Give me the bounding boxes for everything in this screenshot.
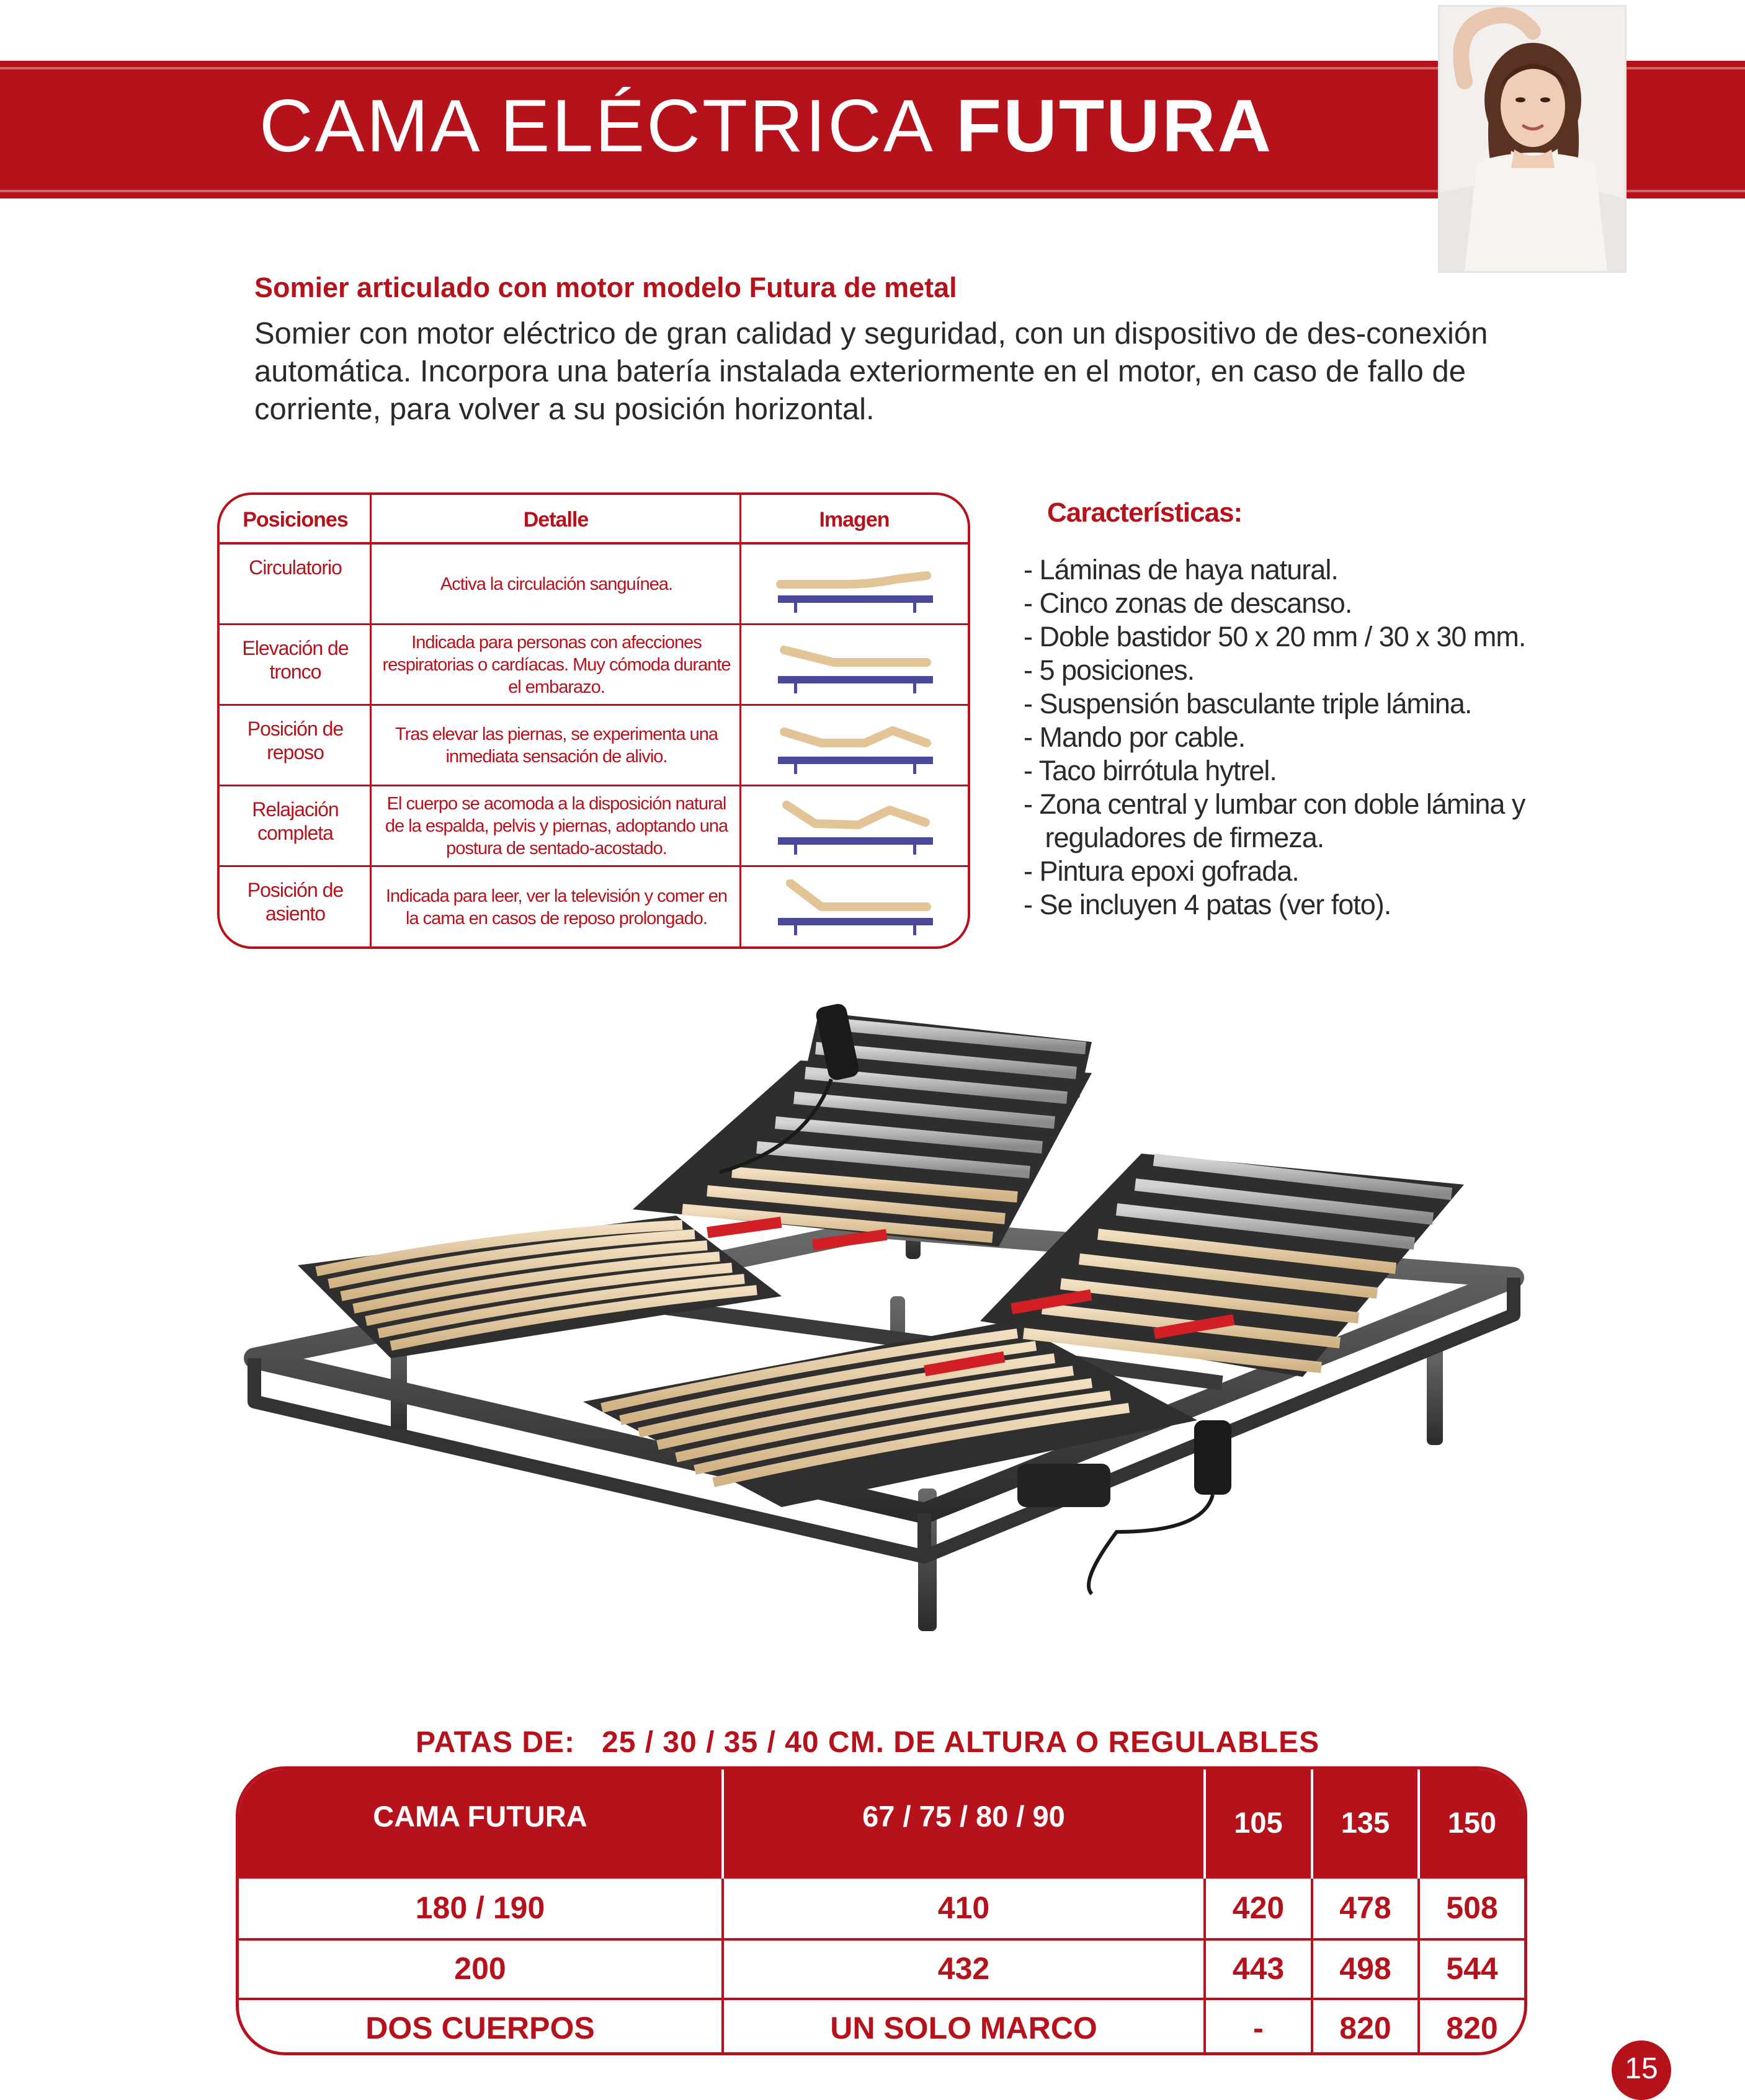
list-item: - 5 posiciones. (1024, 654, 1195, 686)
position-detail: Activa la circulación sanguínea. (440, 574, 673, 594)
electric-bed-illustration (236, 974, 1538, 1693)
position-detail: El cuerpo se acomoda a la disposición natural de la espalda, pelvis y piernas, adoptando una postura de sentado-acostado. (385, 793, 728, 858)
price-table (236, 1766, 1527, 2055)
bed-product-image (236, 974, 1538, 1693)
list-item: - Pintura epoxi gofrada. (1024, 855, 1299, 887)
position-detail: Indicada para personas con afecciones respiratorias o cardíacas. Muy cómoda durante el embarazo. (382, 632, 731, 697)
price-cell: 443 (1232, 1951, 1285, 1986)
title-light: CAMA ELÉCTRICA (259, 84, 935, 167)
table-row (220, 786, 968, 867)
bed-position-circulatory-icon (772, 557, 939, 616)
table-row (220, 867, 968, 948)
position-name: Relajación completa (252, 798, 339, 844)
features-title: Características: (1047, 497, 1243, 528)
woman-photo-illustration (1440, 7, 1625, 271)
header-width-105: 105 (1234, 1806, 1283, 1839)
legs-height-note: PATAS DE: 25 / 30 / 35 / 40 CM. DE ALTURA O REGULABLES (416, 1726, 1320, 1759)
size-label: DOS CUERPOS (365, 2011, 595, 2045)
list-item: reguladores de firmeza. (1024, 822, 1324, 853)
position-detail: Indicada para leer, ver la televisión y comer en la cama en casos de reposo prolongado. (385, 886, 728, 928)
price-cell: 478 (1339, 1890, 1391, 1925)
bed-position-rest-icon (772, 718, 939, 778)
title-bold: FUTURA (955, 84, 1274, 167)
price-cell: 820 (1446, 2011, 1498, 2045)
header-detail: Detalle (523, 508, 589, 532)
price-cell: 508 (1446, 1890, 1498, 1925)
table-row (220, 545, 968, 625)
page-number: 15 (1612, 2040, 1671, 2100)
position-name: Posición de asiento (247, 879, 344, 925)
size-label: 200 (454, 1951, 506, 1986)
list-item: - Taco birrótula hytrel. (1024, 755, 1277, 786)
bed-position-trunk-elevation-icon (772, 638, 939, 697)
position-name: Posición de reposo (247, 718, 344, 763)
list-item: - Láminas de haya natural. (1024, 554, 1338, 585)
price-cell: UN SOLO MARCO (830, 2011, 1097, 2045)
position-name: Circulatorio (249, 556, 342, 579)
position-detail: Tras elevar las piernas, se experimenta una inmediata sensación de alivio. (395, 724, 718, 767)
price-cell: 820 (1339, 2011, 1391, 2045)
header-positions: Posiciones (243, 508, 348, 532)
row-divider (239, 1938, 1524, 1941)
list-item: - Se incluyen 4 patas (ver foto). (1024, 889, 1391, 920)
price-cell: 410 (937, 1890, 990, 1925)
page-title (259, 79, 1273, 172)
features-list (1024, 553, 1525, 922)
price-cell: - (1253, 2011, 1264, 2045)
price-cell: 432 (937, 1951, 990, 1986)
table-row (220, 706, 968, 786)
header-photo (1438, 5, 1627, 273)
price-cell: 420 (1232, 1890, 1285, 1925)
header-cama-futura: CAMA FUTURA (373, 1800, 587, 1833)
price-cell: 498 (1339, 1951, 1391, 1986)
positions-table (217, 492, 970, 949)
position-name: Elevación de tronco (242, 637, 349, 683)
list-item: - Mando por cable. (1024, 721, 1246, 753)
table-row (220, 625, 968, 706)
header-width-150: 150 (1447, 1806, 1497, 1839)
bed-position-seated-icon (772, 879, 939, 939)
bed-position-full-relax-icon (772, 799, 939, 858)
header-width-135: 135 (1341, 1806, 1390, 1839)
header-image: Imagen (819, 508, 890, 532)
product-subtitle: Somier articulado con motor modelo Futura de metal (254, 272, 957, 303)
list-item: - Zona central y lumbar con doble lámina y (1024, 788, 1525, 820)
list-item: - Cinco zonas de descanso. (1024, 587, 1352, 619)
product-description: Somier con motor eléctrico de gran calidad y seguridad, con un dispositivo de des-conexión automática. Incorpora una batería instalada exteriormente en el motor, en caso de fallo de corriente, para volver a su posición horizontal. (254, 317, 1488, 426)
size-label: 180 / 190 (415, 1890, 545, 1925)
price-cell: 544 (1446, 1951, 1498, 1986)
header-widths-small: 67 / 75 / 80 / 90 (862, 1800, 1065, 1833)
list-item: - Doble bastidor 50 x 20 mm / 30 x 30 mm. (1024, 621, 1526, 652)
row-divider (239, 1998, 1524, 2000)
list-item: - Suspensión basculante triple lámina. (1024, 688, 1472, 719)
